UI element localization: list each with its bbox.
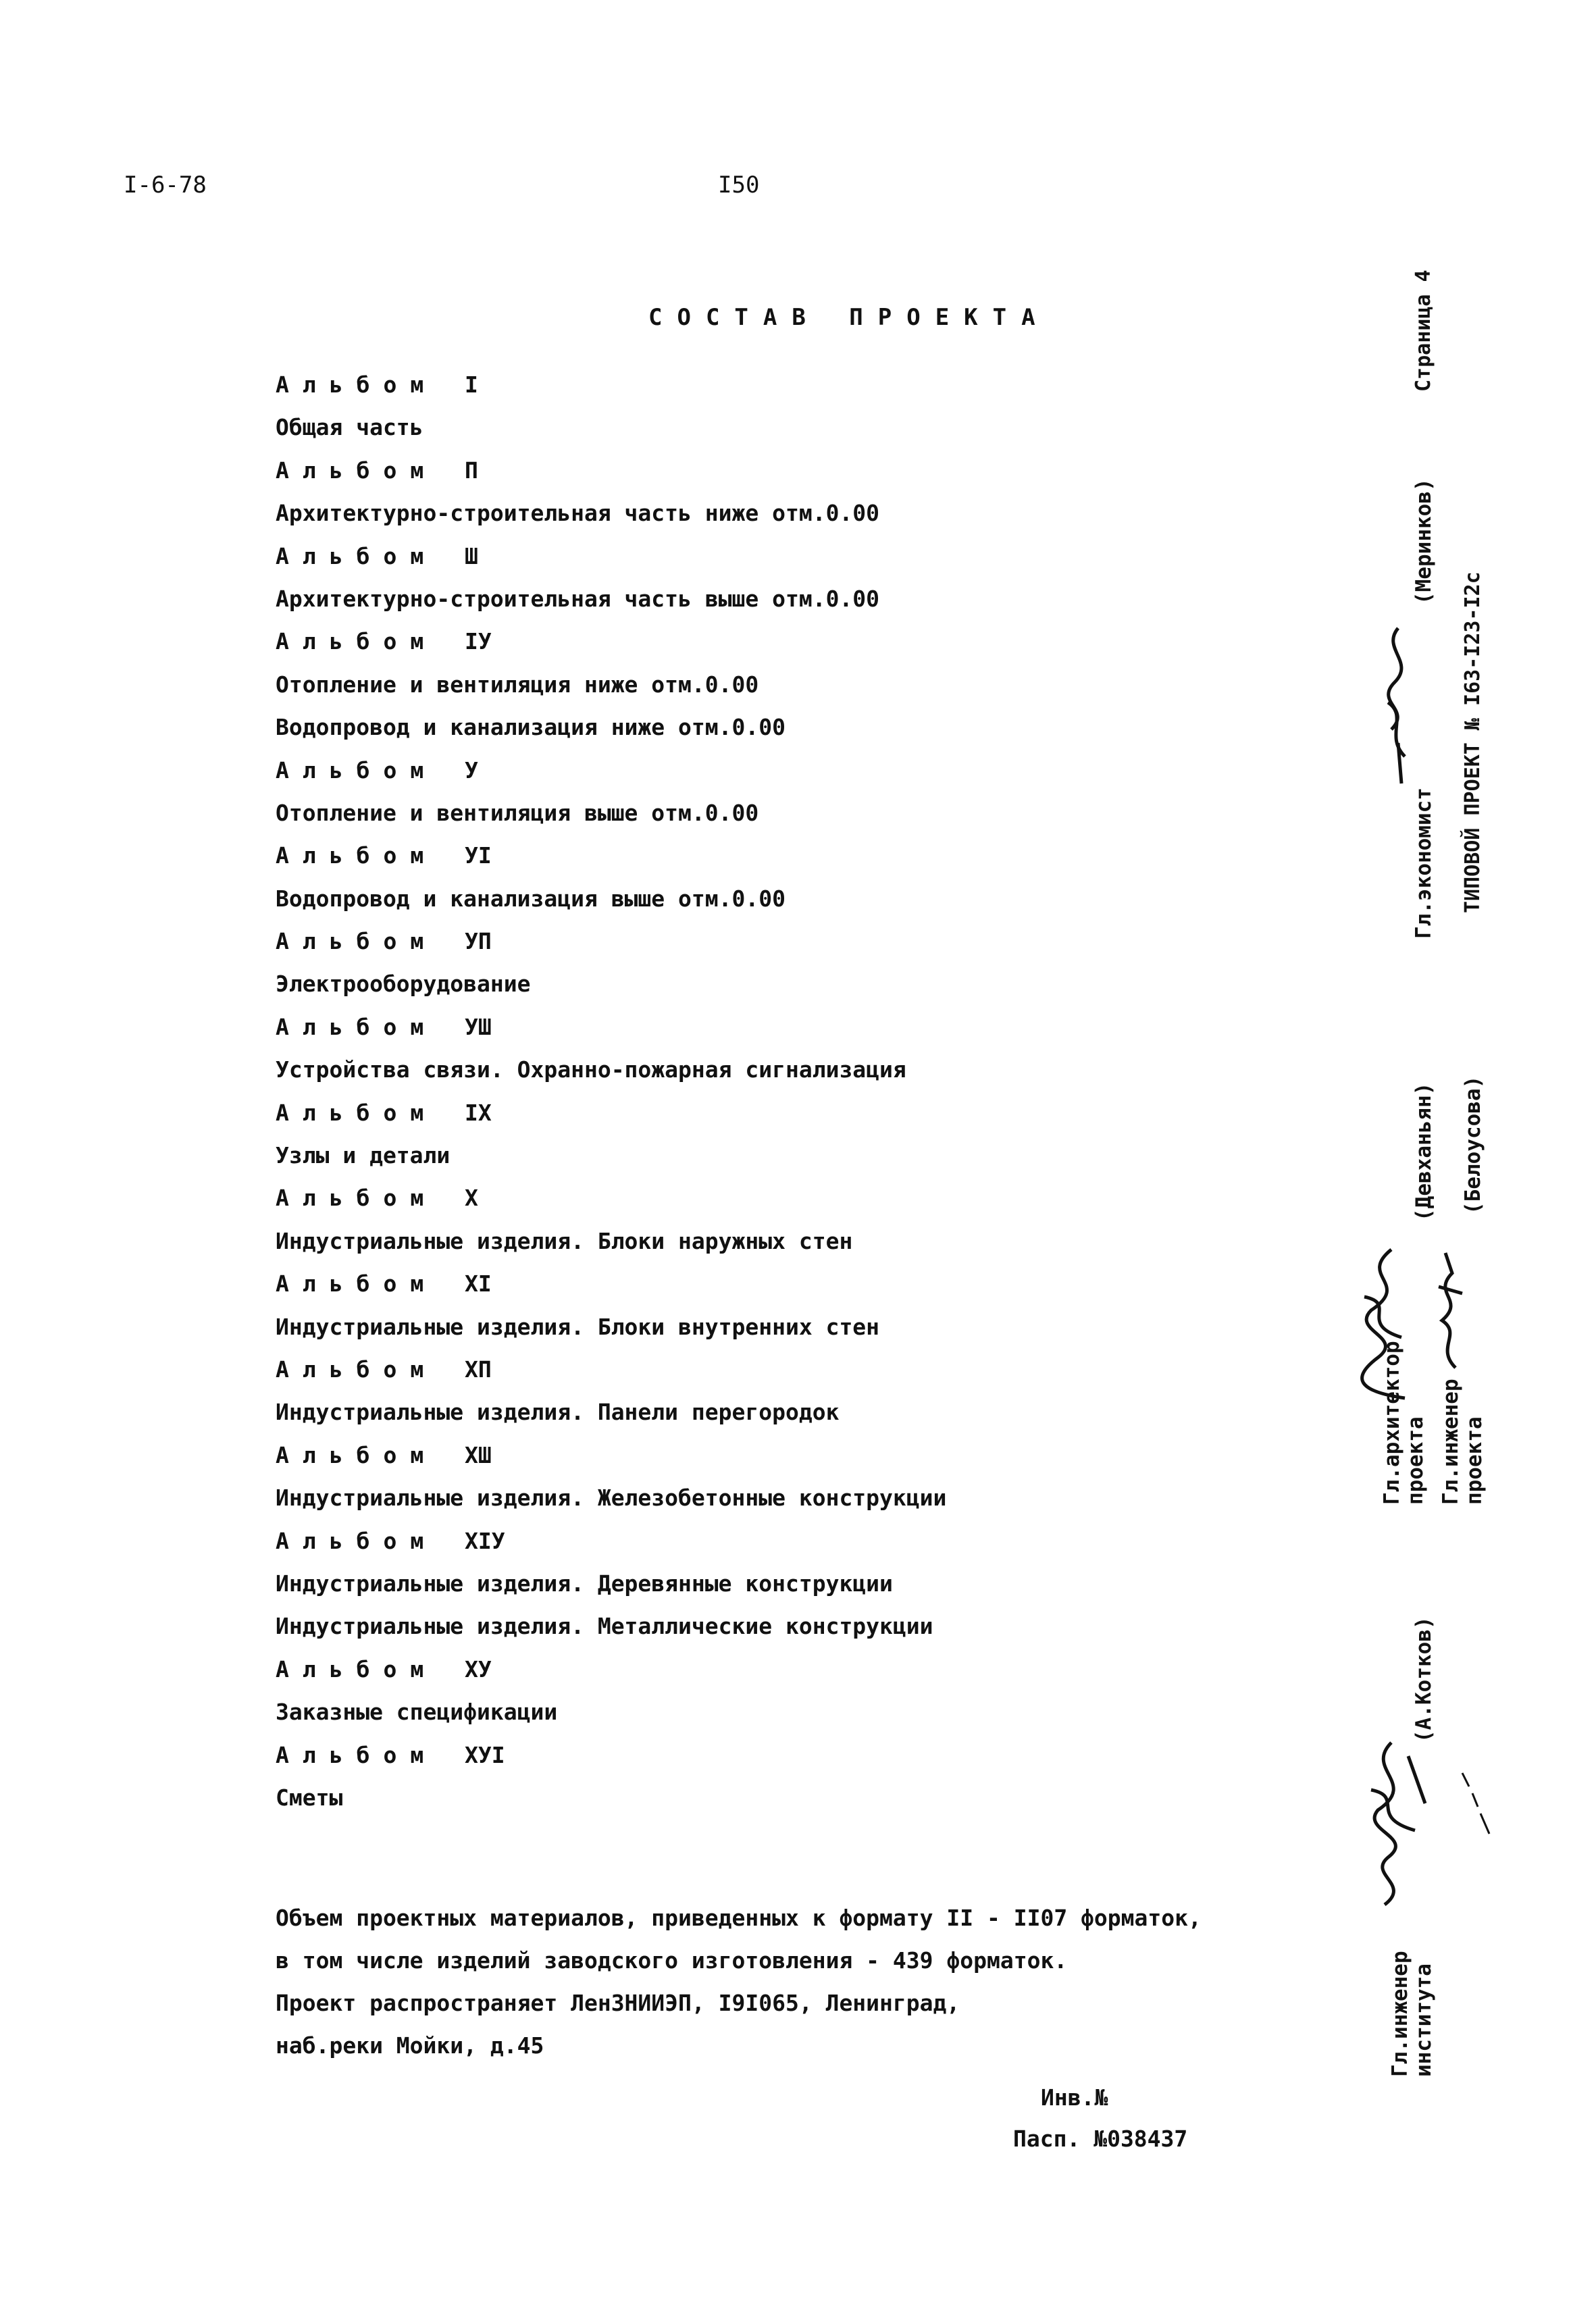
- album-number: Ш: [465, 542, 478, 569]
- album-number: У: [465, 756, 478, 783]
- album-heading: [276, 1091, 1255, 1134]
- chief-economist-name: (Меринков): [1412, 478, 1436, 605]
- album-heading: [276, 1177, 1255, 1219]
- album-heading: [276, 1734, 1255, 1776]
- page-label: Страница 4: [1412, 269, 1435, 392]
- album-number: П: [465, 457, 478, 484]
- album-number: XП: [465, 1356, 492, 1383]
- page-number: I50: [718, 172, 760, 199]
- page-title: СОСТАВ ПРОЕКТА: [648, 304, 1050, 331]
- chief-engineer-project-name: (Белоусова): [1461, 1075, 1485, 1214]
- album-number: XУI: [465, 1741, 505, 1768]
- album-number: XУ: [465, 1655, 492, 1682]
- footer-line: Объем проектных материалов, приведенных к формату II - II07 форматок,: [276, 1905, 1202, 1931]
- album-item: Узлы и детали: [276, 1142, 451, 1169]
- inventory-label: Инв.№: [1041, 2084, 1108, 2111]
- album-label: Альбом: [276, 542, 438, 569]
- album-item: Общая часть: [276, 414, 423, 441]
- project-number: ТИПОВОЙ ПРОЕКТ № I63-I23-I2с: [1461, 571, 1485, 913]
- album-label: Альбом: [276, 1741, 438, 1768]
- album-heading: [276, 1434, 1255, 1476]
- album-label: Альбом: [276, 756, 438, 783]
- chief-architect-role: Гл.архитектор: [1380, 1341, 1404, 1505]
- chief-engineer-institute-name: (А.Котков): [1412, 1616, 1436, 1743]
- signature-economist: [1374, 621, 1422, 790]
- album-label: Альбом: [276, 1185, 438, 1212]
- album-number: XIУ: [465, 1527, 505, 1554]
- album-label: Альбом: [276, 628, 438, 655]
- album-item: Водопровод и канализация ниже отм.0.00: [276, 714, 786, 741]
- chief-economist-role: Гл.экономист: [1412, 788, 1436, 939]
- signature-chief-architect: [1344, 1243, 1422, 1405]
- chief-engineer-institute-role: Гл.инженер: [1388, 1951, 1412, 2077]
- footer-line: Проект распространяет ЛенЗНИИЭП, I9I065, Ленинград,: [276, 1990, 960, 2016]
- chief-engineer-project-role: Гл.инженер: [1439, 1379, 1463, 1505]
- album-heading: [276, 1520, 1255, 1562]
- footer-line: наб.реки Мойки, д.45: [276, 2032, 544, 2059]
- album-label: Альбом: [276, 1270, 438, 1297]
- album-list: [276, 363, 1255, 1819]
- album-label: Альбом: [276, 457, 438, 484]
- album-label: Альбом: [276, 1655, 438, 1682]
- album-heading: [276, 1262, 1255, 1305]
- album-item: Водопровод и канализация выше отм.0.00: [276, 885, 786, 912]
- album-label: Альбом: [276, 1013, 438, 1040]
- album-number: XI: [465, 1270, 492, 1297]
- footer: [276, 1897, 1202, 2067]
- album-item: Индустриальные изделия. Блоки наружных стен: [276, 1227, 853, 1254]
- signature-chief-engineer-institute: [1351, 1729, 1432, 1911]
- album-item: Индустриальные изделия. Деревянные конструкции: [276, 1570, 893, 1597]
- album-number: I: [465, 371, 478, 398]
- album-label: Альбом: [276, 842, 438, 869]
- album-number: XШ: [465, 1441, 492, 1468]
- album-item: Индустриальные изделия. Металлические конструкции: [276, 1613, 933, 1640]
- document-code: I-6-78: [124, 172, 207, 199]
- album-item: Индустриальные изделия. Панели перегородок: [276, 1399, 840, 1426]
- footer-line: в том числе изделий заводского изготовления - 439 форматок.: [276, 1947, 1068, 1974]
- passport-number: Пасп. №038437: [1013, 2126, 1188, 2152]
- album-heading: [276, 535, 1255, 577]
- chief-architect-name: (Девханьян): [1412, 1082, 1436, 1221]
- album-item: Электрооборудование: [276, 971, 531, 998]
- album-number: IУ: [465, 628, 492, 655]
- album-number: X: [465, 1185, 478, 1212]
- album-item: Отопление и вентиляция ниже отм.0.00: [276, 671, 759, 698]
- album-item: Архитектурно-строительная часть ниже отм.0.00: [276, 500, 880, 527]
- album-label: Альбом: [276, 1441, 438, 1468]
- album-heading: [276, 1348, 1255, 1391]
- album-item: Заказные спецификации: [276, 1699, 558, 1726]
- album-item: Устройства связи. Охранно-пожарная сигнализация: [276, 1056, 906, 1083]
- album-number: УШ: [465, 1013, 492, 1040]
- album-label: Альбом: [276, 1099, 438, 1126]
- album-heading: [276, 363, 1255, 406]
- chief-engineer-project-role-2: проекта: [1462, 1416, 1487, 1505]
- album-heading: [276, 834, 1255, 877]
- signature-chief-engineer-project: [1425, 1246, 1472, 1381]
- album-label: Альбом: [276, 371, 438, 398]
- chief-architect-role-2: проекта: [1404, 1416, 1428, 1505]
- album-item: Сметы: [276, 1784, 343, 1811]
- album-item: Архитектурно-строительная часть выше отм.0.00: [276, 585, 880, 612]
- album-label: Альбом: [276, 1527, 438, 1554]
- album-item: Отопление и вентиляция выше отм.0.00: [276, 799, 759, 826]
- album-heading: [276, 1006, 1255, 1048]
- album-heading: [276, 620, 1255, 663]
- album-number: УI: [465, 842, 492, 869]
- album-number: IX: [465, 1099, 492, 1126]
- album-heading: [276, 749, 1255, 792]
- chief-engineer-institute-role-2: института: [1412, 1963, 1436, 2077]
- album-item: Индустриальные изделия. Железобетонные конструкции: [276, 1485, 947, 1512]
- pen-mark: [1459, 1770, 1493, 1837]
- album-label: Альбом: [276, 1356, 438, 1383]
- album-label: Альбом: [276, 928, 438, 955]
- album-number: УП: [465, 928, 492, 955]
- album-heading: [276, 1648, 1255, 1691]
- album-item: Индустриальные изделия. Блоки внутренних стен: [276, 1313, 880, 1340]
- album-heading: [276, 449, 1255, 492]
- album-heading: [276, 920, 1255, 962]
